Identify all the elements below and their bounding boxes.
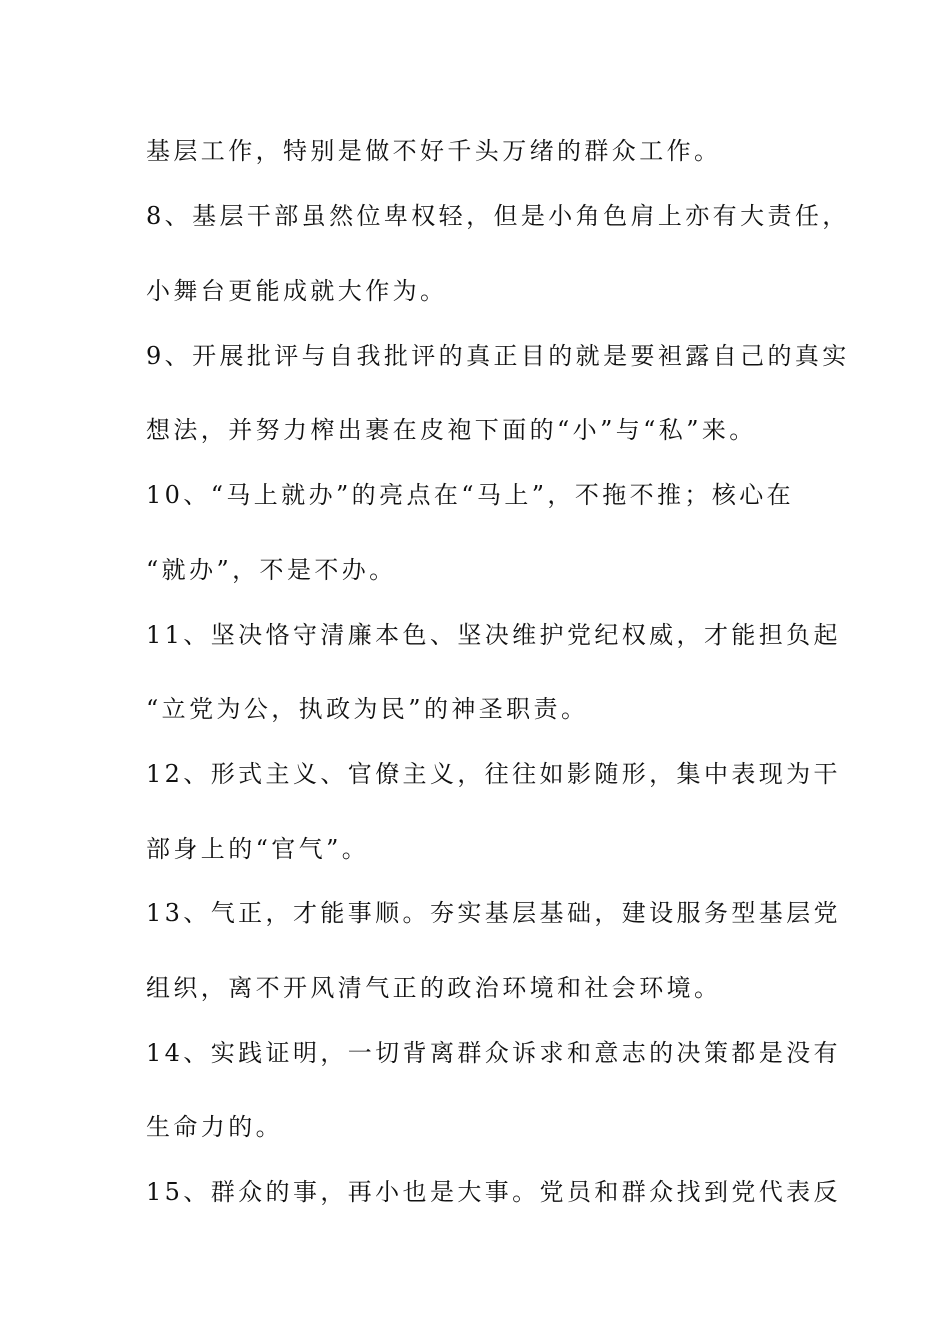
text-line: 基层工作，特别是做不好千头万绪的群众工作。	[146, 137, 722, 165]
text-line: 部身上的“官气”。	[146, 835, 370, 863]
text-line: 15、群众的事，再小也是大事。党员和群众找到党代表反	[146, 1178, 841, 1206]
text-line: “立党为公，执政为民”的神圣职责。	[146, 695, 589, 723]
text-line: 13、气正，才能事顺。夯实基层基础，建设服务型基层党	[146, 899, 841, 927]
text-line: 14、实践证明，一切背离群众诉求和意志的决策都是没有	[146, 1039, 841, 1067]
text-line: 组织，离不开风清气正的政治环境和社会环境。	[146, 974, 722, 1002]
text-line: 11、坚决恪守清廉本色、坚决维护党纪权威，才能担负起	[146, 621, 841, 649]
text-line: 小舞台更能成就大作为。	[146, 277, 448, 305]
text-line: 生命力的。	[146, 1113, 283, 1141]
text-line: “就办”，不是不办。	[146, 556, 397, 584]
text-line: 12、形式主义、官僚主义，往往如影随形，集中表现为干	[146, 760, 841, 788]
text-line: 想法，并努力榨出裹在皮袍下面的“小”与“私”来。	[146, 416, 757, 444]
text-line: 9、开展批评与自我批评的真正目的就是要袒露自己的真实	[146, 342, 850, 370]
text-line: 10、“马上就办”的亮点在“马上”，不拖不推；核心在	[146, 481, 795, 509]
text-line: 8、基层干部虽然位卑权轻，但是小角色肩上亦有大责任，	[146, 202, 850, 230]
